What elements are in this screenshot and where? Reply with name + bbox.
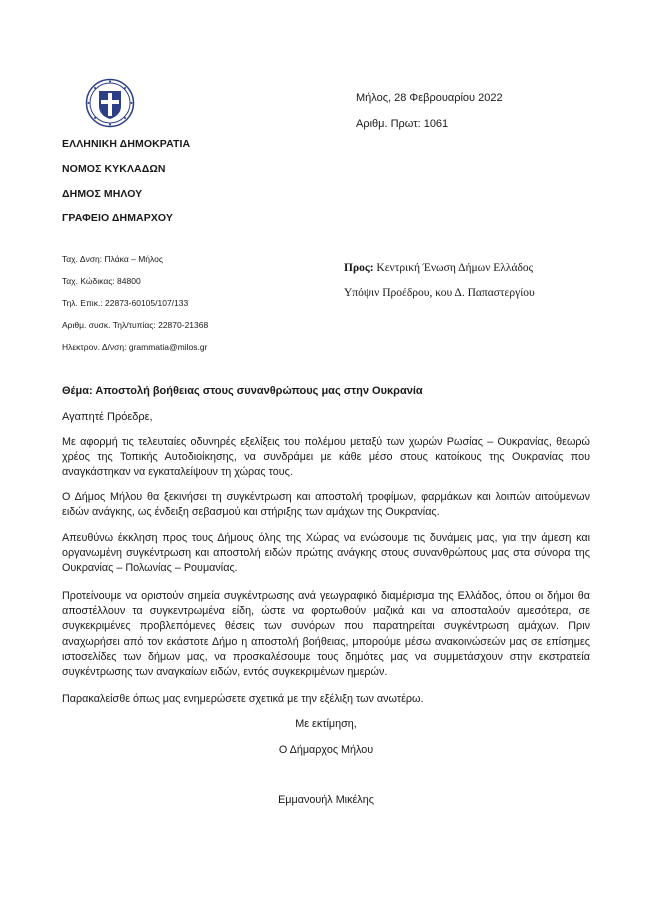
header-line-office: ΓΡΑΦΕΙΟ ΔΗΜΑΡΧΟΥ: [62, 212, 174, 224]
header-line-prefecture: ΝΟΜΟΣ ΚΥΚΛΑΔΩΝ: [62, 163, 166, 175]
recipient-line: [344, 262, 533, 274]
contact-postcode: Ταχ. Κώδικας: 84800: [62, 276, 141, 286]
recipient-name: Κεντρική Ένωση Δήμων Ελλάδος: [373, 262, 534, 274]
contact-address: Ταχ. Δνση: Πλάκα – Μήλος: [62, 254, 163, 264]
letter-subject: Θέμα: Αποστολή βοήθειας στους συνανθρώπους μας στην Ουκρανία: [62, 385, 423, 397]
recipient-attention: Υπόψιν Προέδρου, κου Δ. Παπαστεργίου: [344, 287, 535, 299]
letter-salutation: Αγαπητέ Πρόεδρε,: [62, 411, 153, 423]
closing-regards: Με εκτίμηση,: [295, 718, 357, 730]
greek-coat-of-arms-emblem: [85, 78, 135, 128]
recipient-label: Προς:: [344, 262, 374, 274]
header-line-municipality: ΔΗΜΟΣ ΜΗΛΟΥ: [62, 188, 143, 200]
contact-email: Ηλεκτρον. Δ/νση: grammatia@milos.gr: [62, 342, 208, 352]
header-line-republic: ΕΛΛΗΝΙΚΗ ΔΗΜΟΚΡΑΤΙΑ: [62, 138, 191, 150]
body-paragraph-5: Παρακαλείσθε όπως μας ενημερώσετε σχετικά με την εξέλιξη των ανωτέρω.: [62, 693, 424, 705]
place-date: Μήλος, 28 Φεβρουαρίου 2022: [356, 92, 503, 104]
body-paragraph-3: Απευθύνω έκκληση προς τους Δήμους όλης της Χώρας να ενώσουμε τις δυνάμεις μας, για την άμεση και οργανωμένη συγκέντρωση και αποστολή ειδών πρώτης ανάγκης στους συνανθρώπους μας στα σύνορα της Ουκρανίας – Πολωνίας – Ρουμανίας.: [62, 532, 590, 575]
body-paragraph-2: Ο Δήμος Μήλου θα ξεκινήσει τη συγκέντρωση και αποστολή τροφίμων, φαρμάκων και λοιπών αιτούμενων ειδών ανάγκης, ως ένδειξη σεβασμού και στήριξης των αμάχων της Ουκρανίας.: [62, 491, 590, 519]
protocol-number: Αριθμ. Πρωτ: 1061: [356, 118, 449, 130]
body-paragraph-4: Προτείνουμε να οριστούν σημεία συγκέντρωσης ανά γεωγραφικό διαμέρισμα της Ελλάδος, όπου οι δήμοι θα αποστέλλουν τα συγκεντρωμένα είδη, ώστε να φορτωθούν μαζικά και να αποσταλούν αμεσότερα, σε συγκεκριμένες προβλεπόμενες θέσεις των συνόρων που παρατηρείται συγκέντρωση αμάχων. Πριν αναχωρήσει από τον εκάστοτε Δήμο η αποστολή βοήθειας, μπορούμε μέσω ανακοινώσεών μας σε επίσημες ιστοσελίδες των δήμων μας, να προσκαλέσουμε τους δημότες μας να συμμετάσχουν στην εκστρατεία συγκέντρωσης των αναγκαίων ειδών, εντός συγκεκριμένων ημερών.: [62, 590, 590, 679]
contact-phone: Τηλ. Επικ.: 22873-60105/107/133: [62, 298, 189, 308]
signatory-name: Εμμανουήλ Μικέλης: [278, 794, 374, 806]
contact-fax: Αριθμ. συσκ. Τηλ/τυπίας: 22870-21368: [62, 320, 209, 330]
body-paragraph-1: Με αφορμή τις τελευταίες οδυνηρές εξελίξεις του πολέμου μεταξύ των χωρών Ρωσίας – Ουκρανίας, θεωρώ χρέος της Τοπικής Αυτοδιοίκησης, να συνδράμει με κάθε μέσο στους κατοίκους της Ουκρανίας που αναγκάστηκαν να εγκαταλείψουν τη χώρας τους.: [62, 436, 590, 479]
closing-role: Ο Δήμαρχος Μήλου: [278, 744, 374, 756]
